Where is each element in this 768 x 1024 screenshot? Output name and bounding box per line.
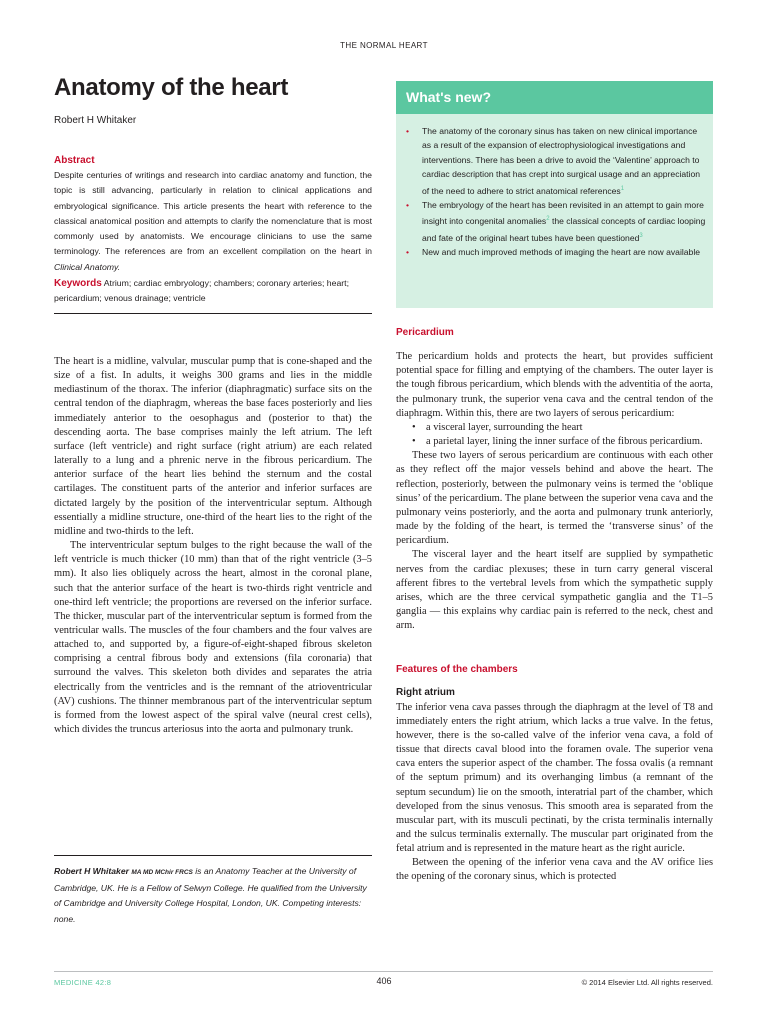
body-paragraph: The inferior vena cava passes through the diaphragm at the level of T8 and immediately enters the right atrium, which lacks a true valve. In the fetus, however, there is the so-called valve of the inferior vena cava, a fold of tissue that directs caval blood into the foramen ovale. The superior vena cava enters the superior aspect of the chamber. The fossa ovalis (a remnant of the septum primum) and its overhanging limbus (a remnant of the septum secundum) lie on the smooth, interatrial part of the chamber, which developed from the sinus venosus. This smooth area is separated from the muscular part, with its musculi pectinati, by the crista terminalis internally and the sulcus terminalis externally. The muscular part originated from the fetal atrium and is represented in the mature heart as the right auricle. (396, 701, 713, 855)
whats-new-item-text: New and much improved methods of imaging the heart are now available (422, 246, 701, 257)
bullet-icon: • (412, 421, 416, 433)
footer-copyright: © 2014 Elsevier Ltd. All rights reserved. (581, 978, 713, 987)
list-item (396, 421, 713, 435)
section-heading-chambers: Features of the chambers (396, 664, 518, 676)
footer-divider (54, 971, 713, 972)
section-heading-pericardium: Pericardium (396, 327, 454, 338)
author-note-text: is an Anatomy Teacher at the University of Cambridge, UK. He is a Fellow of Selwyn College. He qualified from the University of Cambridge and University College Hospital, London, UK. Competing interests: none. (54, 866, 367, 924)
footer-journal: MEDICINE 42:8 (54, 978, 112, 987)
abstract-divider (54, 313, 372, 314)
whats-new-item-text-cont: the classical concepts of cardiac looping and fate of the original heart tubes have been questioned (422, 216, 706, 243)
body-paragraph: The heart is a midline, valvular, muscular pump that is cone-shaped and the size of a fist. In adults, it weighs 300 grams and lies in the middle mediastinum of the thorax. The inferior (diaphragmatic) surface sits on the central tendon of the diaphragm, whereas the base faces posteriorly and lies immediately anterior to the oesophagus and (posterior to that) the descending aorta. The base comprises mainly the left atrium. The left surface (left ventricle) and right surface (right atrium) are each related laterally to a lung and a phrenic nerve in the fibrous pericardium. The anterior surface of the heart lies behind the sternum and the costal cartilages. The constituent parts of the anterior and inferior surfaces are dictated largely by the position of the interventricular septum. Although essentially a midline structure, one-third of the heart lies to the right of the midline and two-thirds to the left. (54, 356, 372, 537)
abstract-text (54, 168, 372, 275)
list-item-text: a parietal layer, lining the inner surface of the fibrous pericardium. (426, 436, 703, 448)
list-item-text: a visceral layer, surrounding the heart (426, 421, 583, 433)
whats-new-box (396, 81, 713, 308)
keywords (54, 276, 372, 305)
author-name: Robert H Whitaker (54, 115, 137, 126)
author-note-divider (54, 855, 372, 856)
body-paragraph: The pericardium holds and protects the heart, but provides sufficient potential space for filling and emptying of the chambers. The outer layer is the tough fibrous pericardium, which blends with the adventitia of the aorta, the pulmonary trunk, the superior vena cava and the central tendon of the diaphragm. Within this, there are two layers of serous pericardium: (396, 351, 713, 419)
whats-new-title: What's new? (406, 89, 491, 105)
whats-new-item (406, 245, 706, 259)
body-paragraph: These two layers of serous pericardium are continuous with each other as they reflect off the major vessels behind and above the heart. The reflection, posteriorly, between the pulmonary veins is termed the ‘oblique sinus’ of the pericardium. The plane between the superior vena cava and the pulmonary veins posteriorly, and the aorta and pulmonary trunk anteriorly, made by the folding of the heart, is termed the ‘transverse sinus’ of the pericardium. (396, 450, 713, 547)
body-paragraph: Between the opening of the inferior vena cava and the AV orifice lies the opening of the coronary sinus, which is protected (396, 857, 713, 883)
author-note (54, 864, 372, 927)
abstract-body-text: Despite centuries of writings and research into cardiac anatomy and function, the topic is still advancing, particularly in relation to clinical applications and embryological significance. This article presents the heart with reference to the classical anatomical position and attempts to clarify the nomenclature that is most commonly used by anatomists. We encourage clinicians to use the same terminology. The references are from an excellent compilation on the heart in (54, 170, 372, 257)
subsection-heading-right-atrium: Right atrium (396, 687, 455, 699)
reference-marker: 1 (620, 185, 625, 192)
bullet-icon: • (406, 126, 410, 136)
article-title: Anatomy of the heart (54, 74, 289, 101)
bullet-icon: • (406, 246, 410, 257)
abstract-journal-ref: Clinical Anatomy. (54, 261, 121, 272)
author-credentials: MA MD MChir FRCS (131, 869, 193, 876)
keywords-list: Atrium; cardiac embryology; chambers; coronary arteries; heart; pericardium; venous drainage; ventricle (54, 278, 350, 303)
page-number: 406 (376, 976, 392, 986)
running-head: THE NORMAL HEART (340, 41, 428, 50)
keywords-label: Keywords (54, 278, 102, 289)
whats-new-item (406, 124, 706, 198)
whats-new-item-text: The anatomy of the coronary sinus has taken on new clinical importance as a result of the expansion of electrophysiological investigations and interventions. There has been a drive to avoid the ‘Valentine’ approach to cardiac description that has crept into surgical usage and an appreciation of the need to adhere to strict anatomical references (422, 126, 701, 196)
body-paragraph: The visceral layer and the heart itself are supplied by sympathetic nerves from the cardiac plexuses; these in turn carry general visceral afferent fibres to the vertebral levels from which the sympathetic supply arises, which are the three cervical sympathetic ganglia and the T1–5 ganglia — this explains why cardiac pain is referred to the neck, chest and arm. (396, 549, 713, 632)
pericardium-layer-list (396, 421, 713, 449)
right-column (396, 327, 713, 885)
body-paragraph: The interventricular septum bulges to the right because the wall of the left ventricle is much thicker (10 mm) than that of the right ventricle (3–5 mm). It also lies obliquely across the heart, almost in the coronal plane, such that the anterior surface of the heart is two-thirds right ventricle and one-third left ventricle; the proportions are reversed on the inferior surface. The thicker, muscular part of the interventricular septum is formed from the ventricular walls. The muscles of the four chambers and the four valves are attached to, and supported by, a figure-of-eight-shaped fibrous skeleton comprising a central fibrous body and extensions (fila coronaria) that surround the valves. This skeleton both divides and separates the atria electrically from the ventricles and is the remnant of the atrioventricular (AV) cushions. The thinner membranous part of the interventricular septum is formed from the lowest aspect of the spiral valve (neural crest cells), which divides the truncus arteriosus into the aorta and pulmonary trunk. (54, 540, 372, 736)
whats-new-item (406, 198, 706, 245)
bullet-icon: • (406, 199, 410, 210)
list-item (396, 435, 713, 449)
reference-marker: 2 (546, 216, 550, 223)
abstract-heading: Abstract (54, 155, 95, 166)
reference-marker: 3 (639, 232, 643, 239)
author-note-name: Robert H Whitaker (54, 866, 129, 876)
whats-new-list (406, 124, 706, 259)
whats-new-item-text: The embryology of the heart has been revisited in an attempt to gain more insight into congenital anomalies (422, 199, 704, 227)
left-column (54, 355, 372, 737)
bullet-icon: • (412, 436, 416, 448)
whats-new-header (396, 81, 713, 114)
